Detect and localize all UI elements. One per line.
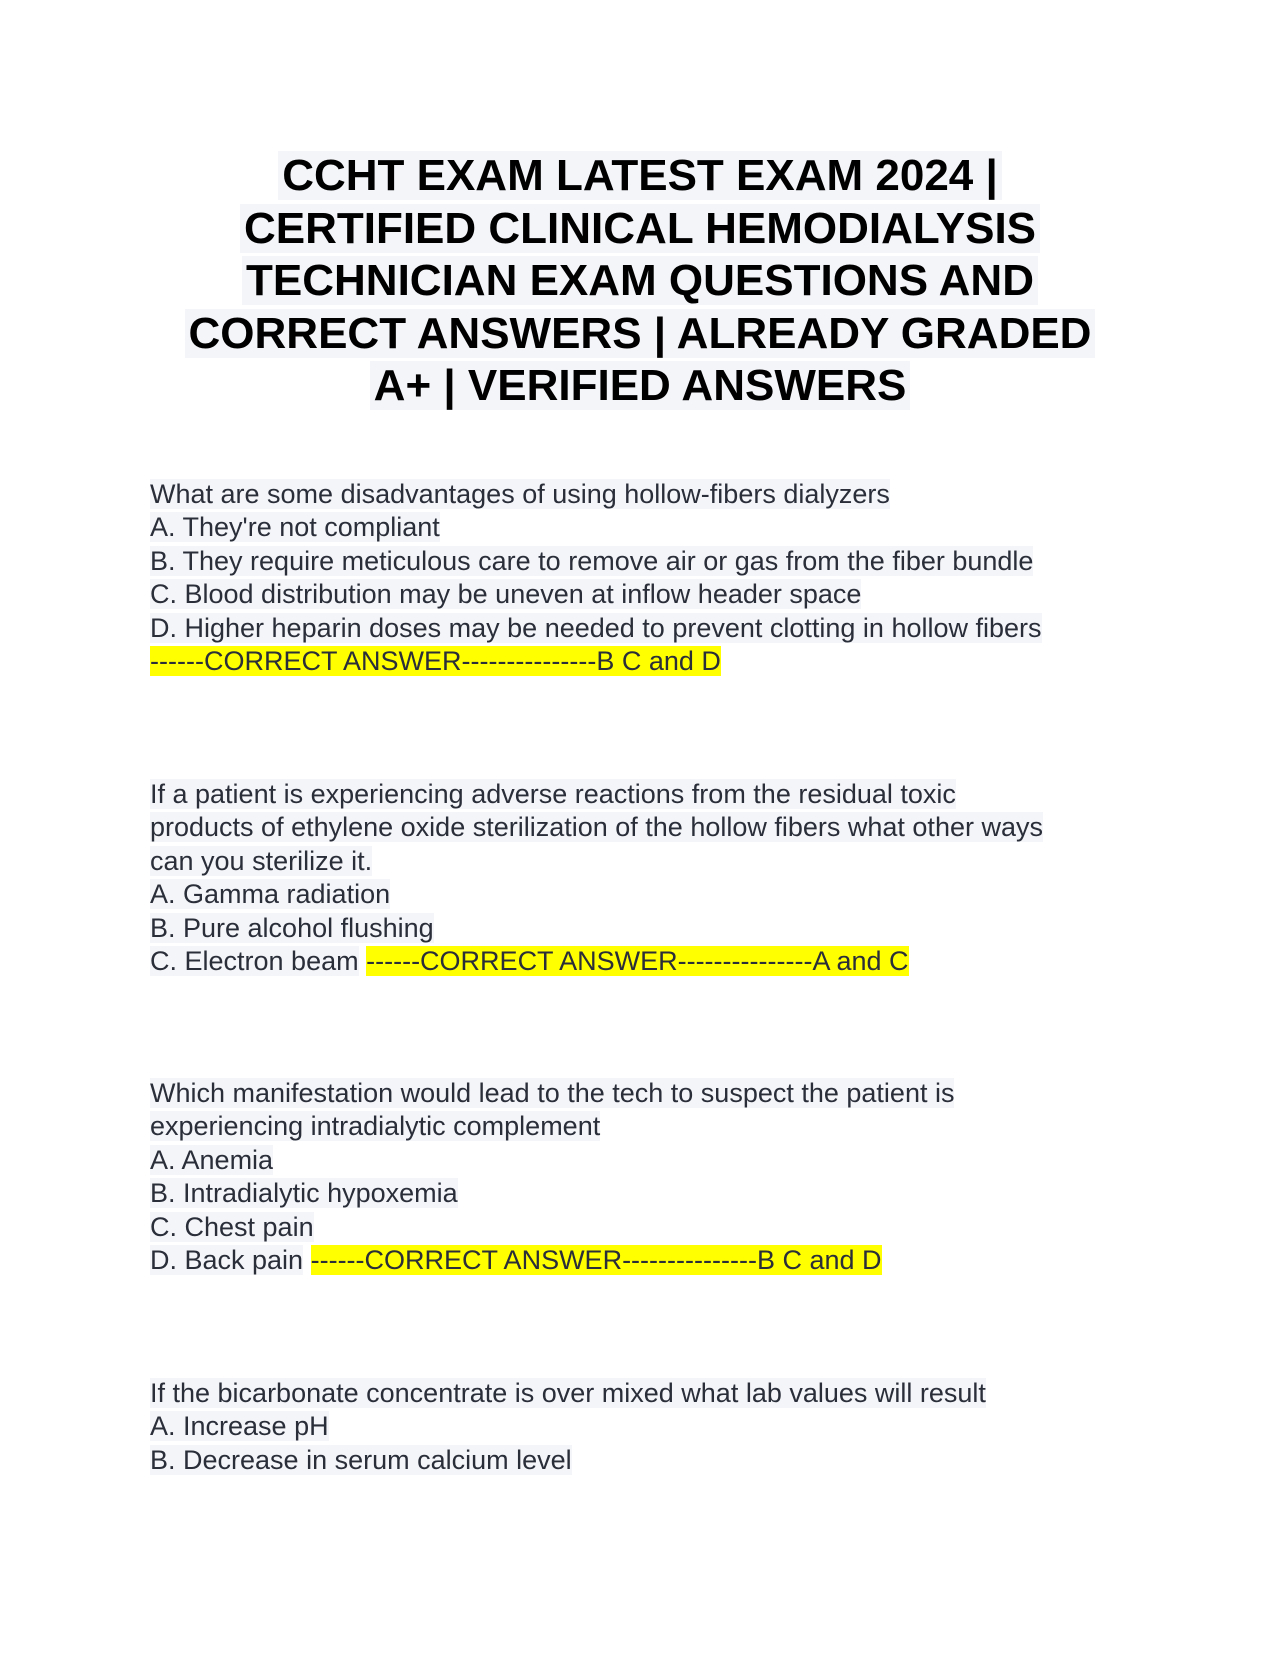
title-line: CERTIFIED CLINICAL HEMODIALYSIS bbox=[240, 204, 1040, 253]
correct-answer: ------CORRECT ANSWER---------------B C and D bbox=[310, 1245, 882, 1276]
title-line: CCHT EXAM LATEST EXAM 2024 | bbox=[278, 151, 1002, 200]
option-a: A. Increase pH bbox=[150, 1411, 329, 1442]
option-a: A. They're not compliant bbox=[150, 512, 440, 543]
question-text: experiencing intradialytic complement bbox=[150, 1111, 601, 1142]
option-c: C. Chest pain bbox=[150, 1211, 314, 1242]
question-text: If a patient is experiencing adverse reactions from the residual toxic bbox=[150, 779, 956, 809]
question-text: Which manifestation would lead to the tech to suspect the patient is bbox=[150, 1078, 955, 1108]
correct-answer: ------CORRECT ANSWER---------------B C and D bbox=[150, 646, 721, 677]
option-b: B. Decrease in serum calcium level bbox=[150, 1444, 572, 1475]
option-a: A. Gamma radiation bbox=[150, 879, 391, 910]
option-b: B. Intradialytic hypoxemia bbox=[150, 1178, 458, 1209]
option-d: D. Back pain bbox=[150, 1245, 304, 1276]
option-c: C. Blood distribution may be uneven at inflow header space bbox=[150, 579, 862, 610]
question-text: can you sterilize it. bbox=[150, 845, 373, 876]
question-text: What are some disadvantages of using hollow-fibers dialyzers bbox=[150, 479, 890, 509]
question-1 bbox=[150, 478, 1042, 678]
option-b: B. They require meticulous care to remove air or gas from the fiber bundle bbox=[150, 545, 1034, 576]
question-2 bbox=[150, 778, 1043, 978]
title-line: TECHNICIAN EXAM QUESTIONS AND bbox=[242, 256, 1038, 305]
question-text: products of ethylene oxide sterilization of the hollow fibers what other ways bbox=[150, 812, 1043, 843]
option-a: A. Anemia bbox=[150, 1144, 274, 1175]
title-line: CORRECT ANSWERS | ALREADY GRADED bbox=[185, 309, 1096, 358]
question-3 bbox=[150, 1077, 954, 1277]
question-4 bbox=[150, 1377, 986, 1477]
option-b: B. Pure alcohol flushing bbox=[150, 912, 434, 943]
question-text: If the bicarbonate concentrate is over mixed what lab values will result bbox=[150, 1378, 986, 1408]
option-d: D. Higher heparin doses may be needed to prevent clotting in hollow fibers bbox=[150, 612, 1042, 643]
correct-answer: ------CORRECT ANSWER---------------A and C bbox=[366, 946, 909, 977]
title-line: A+ | VERIFIED ANSWERS bbox=[370, 361, 911, 410]
option-c: C. Electron beam bbox=[150, 946, 359, 977]
document-title bbox=[0, 150, 1280, 413]
